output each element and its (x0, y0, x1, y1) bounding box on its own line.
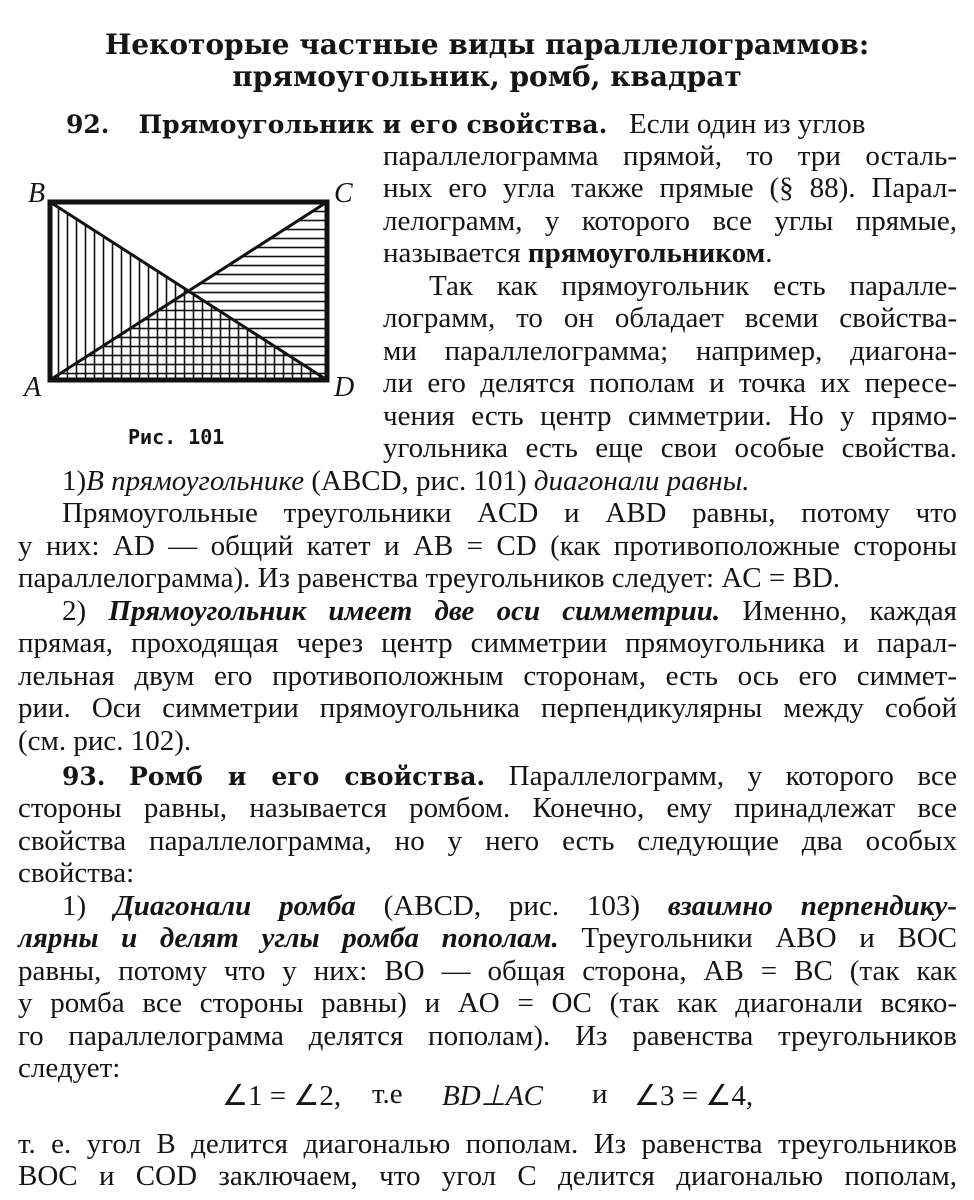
text-line: прямая, проходящая через центр симметрии прямоугольника и парал- (18, 627, 957, 659)
text-line: Если один из углов (629, 108, 866, 140)
figure-caption: Рис. 101 (128, 425, 225, 449)
text-line: ми параллелограмма; например, диагона- (383, 335, 957, 367)
property-text: диагонали равны. (533, 465, 750, 497)
property-number: 2) (62, 595, 87, 627)
figure-reference: (ABCD, рис. 103) (383, 890, 641, 922)
text-line: т. е. угол B делится диагональю пополам. Из равенства треугольников (18, 1128, 957, 1160)
text-fragment: Именно, каждая (742, 595, 958, 627)
text-line: свойства параллелограмма, но у него есть следующие два особых (18, 825, 957, 857)
figure-reference: (ABCD, рис. 101) (311, 465, 527, 497)
formula-and: и (592, 1078, 608, 1110)
text-fragment: называется (383, 237, 521, 269)
text-line: (см. рис. 102). (18, 725, 192, 757)
text-line: ных его угла также прямые (§ 88). Парал- (383, 172, 957, 204)
property-1-line (62, 465, 750, 497)
text-line: ли его делятся пополам и точка их пересе- (383, 367, 957, 399)
formula-angles-1-2: ∠1 = ∠2, (222, 1080, 342, 1112)
chapter-title-line2: прямоугольник, ромб, квадрат (232, 60, 742, 93)
formula-ie: т.е (372, 1078, 403, 1110)
rhombus-property-1-line2 (18, 922, 957, 954)
section-number: 93. (62, 762, 106, 791)
property-text: Прямоугольник имеет две оси симметрии. (108, 595, 721, 627)
formula-angles-3-4: ∠3 = ∠4, (634, 1080, 754, 1112)
section-number: 92. (66, 110, 110, 139)
property-2-line (62, 595, 957, 627)
vertex-label-d: D (334, 372, 355, 403)
definition-line: называется прямоугольником. (383, 237, 773, 269)
text-line: го параллелограмма делятся пополам). Из равенства треугольников (18, 1020, 957, 1052)
formula-perpendicular: BD⊥AC (442, 1080, 543, 1112)
property-number: 1) (62, 465, 87, 497)
text-fragment: Параллелограмм, у которого все (508, 760, 958, 792)
section-heading: Прямоугольник и его свойства. (138, 110, 608, 139)
text-line: свойства: (18, 857, 135, 889)
chapter-title-line1: Некоторые частные виды параллелограммов: (104, 28, 870, 61)
text-line: у ромба все стороны равны) и AO = OC (так как диагонали всяко- (18, 987, 957, 1019)
text-line: стороны равны, называется ромбом. Конечно, ему принадлежат все (18, 792, 957, 824)
vertex-label-a: A (24, 372, 42, 403)
property-text: Диагонали ромба (114, 890, 356, 922)
term-rectangle: прямоугольником (527, 237, 766, 269)
rhombus-property-1-line (62, 890, 957, 922)
vertex-label-b: B (28, 178, 46, 209)
text-line: лелограмм, у которого все углы прямые, (383, 205, 957, 237)
property-text: В прямоугольнике (86, 465, 305, 497)
text-fragment: Треугольники ABO и BOC (581, 922, 958, 954)
text-line: равны, потому что у них: BO — общая сторона, AB = BC (так как (18, 955, 957, 987)
property-number: 1) (62, 890, 87, 922)
text-line: BOC и COD заключаем, что угол C делится диагональю пополам, (18, 1160, 957, 1192)
text-line: лельная двум его противоположным сторонам, есть ось его симмет- (18, 660, 957, 692)
section-92-heading-line (66, 108, 865, 141)
section-93-heading-line (62, 760, 957, 793)
text-line: следует: (18, 1052, 121, 1084)
vertex-label-c: C (334, 178, 353, 209)
property-text: лярны и делят углы ромба пополам. (18, 922, 559, 954)
figure-101-rectangle (0, 180, 360, 410)
text-line: чения есть центр симметрии. Но у прямо- (383, 400, 957, 432)
property-text: взаимно перпендику- (667, 890, 958, 922)
text-line: Прямоугольные треугольники ACD и ABD равны, потому что (62, 497, 957, 529)
text-line: параллелограмма). Из равенства треугольников следует: AC = BD. (18, 562, 841, 594)
text-line: лограмм, то он обладает всеми свойства- (383, 302, 957, 334)
section-heading: Ромб и его свойства. (129, 762, 486, 791)
text-line: у них: AD — общий катет и AB = CD (как противоположные стороны (18, 530, 957, 562)
text-line: угольника есть еще свои особые свойства. (383, 432, 957, 464)
text-line: рии. Оси симметрии прямоугольника перпендикулярны между собой (18, 692, 957, 724)
text-line: Так как прямоугольник есть паралле- (429, 270, 957, 302)
text-line: параллелограмма прямой, то три осталь- (383, 140, 957, 172)
